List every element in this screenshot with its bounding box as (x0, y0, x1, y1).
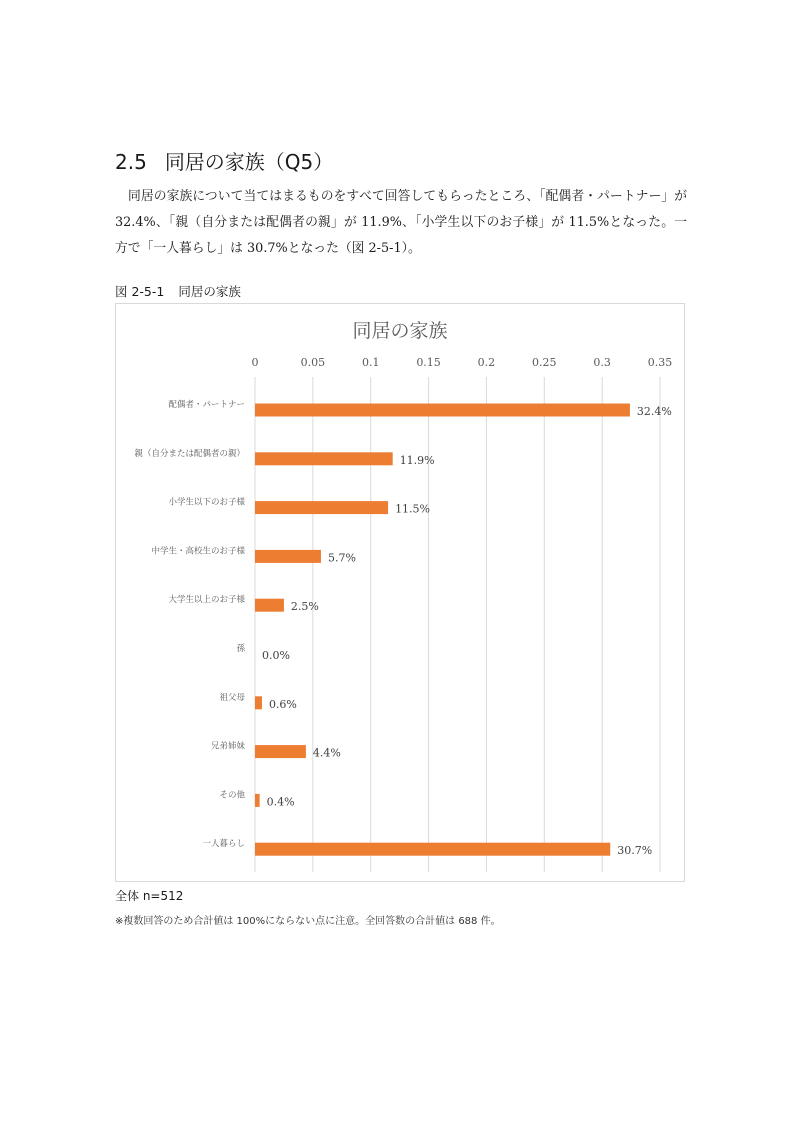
chart-title: 同居の家族 (352, 320, 448, 342)
x-tick-label: 0.35 (647, 356, 673, 369)
data-label: 32.4% (636, 405, 672, 418)
category-label: 親（自分または配偶者の親） (134, 448, 245, 459)
category-label: 祖父母 (219, 692, 245, 703)
x-tick-label: 0.15 (416, 356, 441, 369)
data-label: 11.5% (395, 502, 431, 516)
section-title: 同居の家族（Q5） (164, 150, 334, 174)
figure-caption (115, 282, 241, 300)
category-label: 中学生・高校生のお子様 (151, 546, 245, 557)
bar (255, 599, 284, 612)
data-label: 2.5% (290, 600, 319, 614)
data-label: 5.7% (327, 551, 356, 565)
category-label: 兄弟姉妹 (210, 741, 245, 752)
bar (255, 452, 393, 465)
category-label: 孫 (236, 644, 245, 654)
chart-frame (115, 303, 685, 882)
x-tick-label: 0 (251, 356, 259, 369)
x-tick-label: 0.05 (300, 356, 326, 369)
data-label: 0.6% (268, 697, 297, 711)
x-tick-label: 0.2 (477, 356, 496, 369)
figure-number: 図 2-5-1 (115, 284, 165, 299)
bar (255, 550, 321, 563)
section-number: 2.5 (115, 150, 147, 174)
bar-chart (116, 304, 684, 881)
bar (255, 501, 388, 514)
sample-size-note: 全体 n=512 (115, 889, 184, 903)
data-label: 0.4% (266, 795, 295, 809)
x-tick-label: 0.1 (361, 356, 380, 369)
figure-title: 同居の家族 (178, 284, 241, 299)
bar (255, 696, 262, 709)
category-label: 一人暮らし (202, 839, 245, 850)
data-label: 11.9% (399, 453, 435, 467)
bar (255, 794, 260, 807)
data-label: 4.4% (312, 746, 341, 760)
x-tick-label: 0.3 (593, 356, 611, 369)
category-label: 小学生以下のお子様 (168, 497, 245, 508)
bar (255, 745, 306, 758)
body-paragraph: 同居の家族について当てはまるものをすべて回答してもらったところ、「配偶者・パートナー」が 32.4%、「親（自分または配偶者の親」が 11.9%、「小学生以下のお子様」が 11.5%となった。一方で「一人暮らし」は 30.7%となった（図 2-5-1）。 (115, 189, 687, 256)
category-label: その他 (219, 790, 245, 801)
footnote: ※複数回答のため合計値は 100%にならない点に注意。全回答数の合計値は 688 件。 (115, 916, 501, 927)
category-label: 配偶者・パートナー (168, 400, 245, 410)
section-heading (115, 146, 333, 175)
data-label: 30.7% (617, 844, 653, 858)
category-label: 大学生以上のお子様 (168, 595, 245, 606)
bar (255, 843, 610, 856)
x-tick-label: 0.25 (532, 356, 557, 369)
bar (255, 404, 630, 417)
data-label: 0.0% (262, 649, 290, 662)
